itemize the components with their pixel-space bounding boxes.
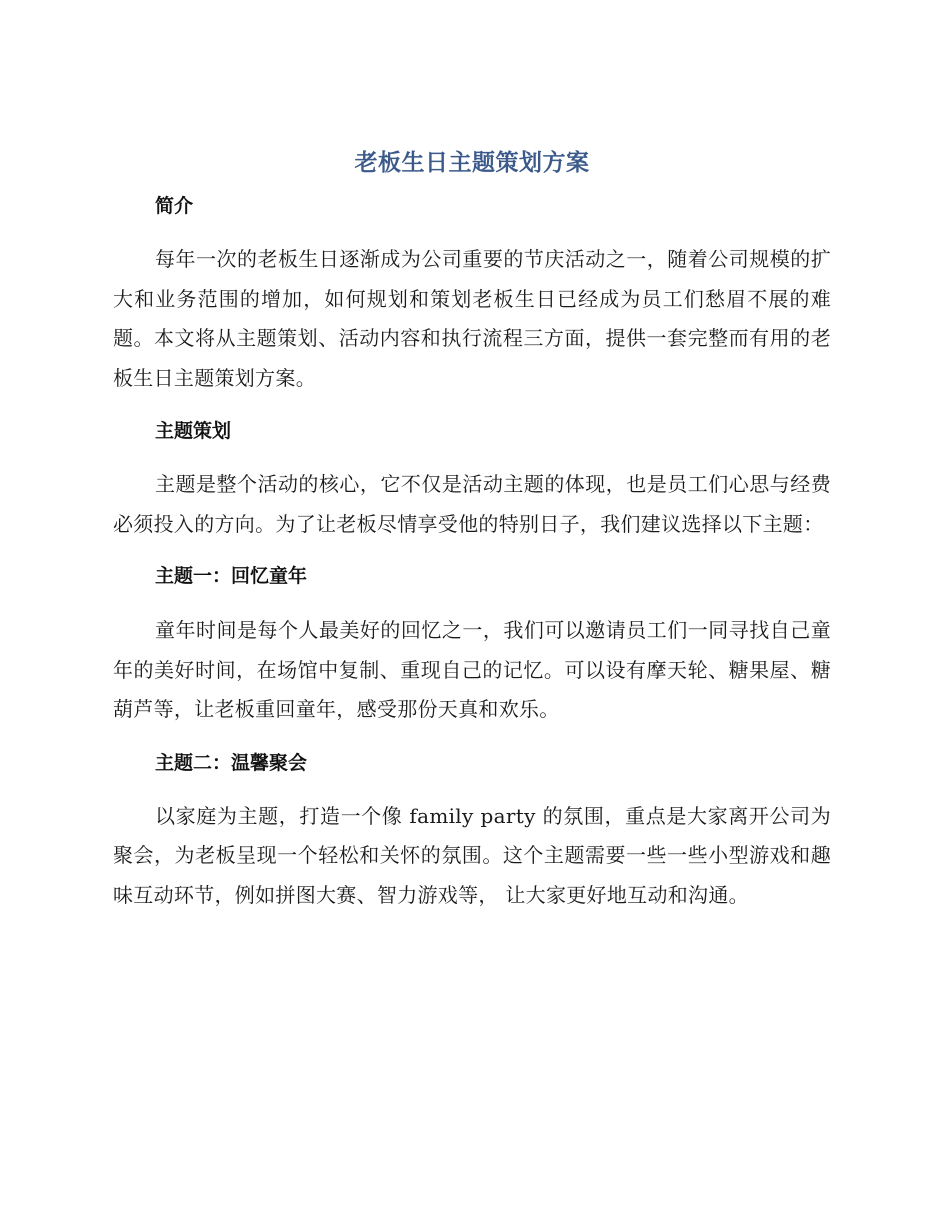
section-heading-theme-planning: 主题策划 bbox=[155, 420, 232, 442]
section-paragraph-theme-2: 以家庭为主题，打造一个像 family party 的氛围，重点是大家离开公司为聚会，为老板呈现一个轻松和关怀的氛围。这个主题需要一些一些小型游戏和趣味互动环节，例如拼图大赛、智力游戏等， 让大家更好地互动和沟通。 bbox=[113, 803, 831, 907]
section-paragraph-theme-1: 童年时间是每个人最美好的回忆之一，我们可以邀请员工们一同寻找自己童年的美好时间，在场馆中复制、重现自己的记忆。可以设有摩天轮、糖果屋、糖葫芦等，让老板重回童年，感受那份天真和欢乐。 bbox=[113, 618, 831, 721]
document-title: 老板生日主题策划方案 bbox=[354, 150, 590, 176]
section-heading-theme-2: 主题二：温馨聚会 bbox=[155, 751, 308, 774]
section-paragraph-intro: 每年一次的老板生日逐渐成为公司重要的节庆活动之一，随着公司规模的扩大和业务范围的增加，如何规划和策划老板生日已经成为员工们愁眉不展的难题。本文将从主题策划、活动内容和执行流程三方面，提供一套完整而有用的老板生日主题策划方案。 bbox=[113, 247, 831, 390]
section-paragraph-theme-planning: 主题是整个活动的核心，它不仅是活动主题的体现，也是员工们心思与经费必须投入的方向。为了让老板尽情享受他的特别日子，我们建议选择以下主题： bbox=[113, 472, 831, 536]
section-heading-intro: 简介 bbox=[155, 195, 194, 217]
section-heading-theme-1: 主题一：回忆童年 bbox=[155, 565, 308, 587]
document-body bbox=[113, 145, 831, 915]
